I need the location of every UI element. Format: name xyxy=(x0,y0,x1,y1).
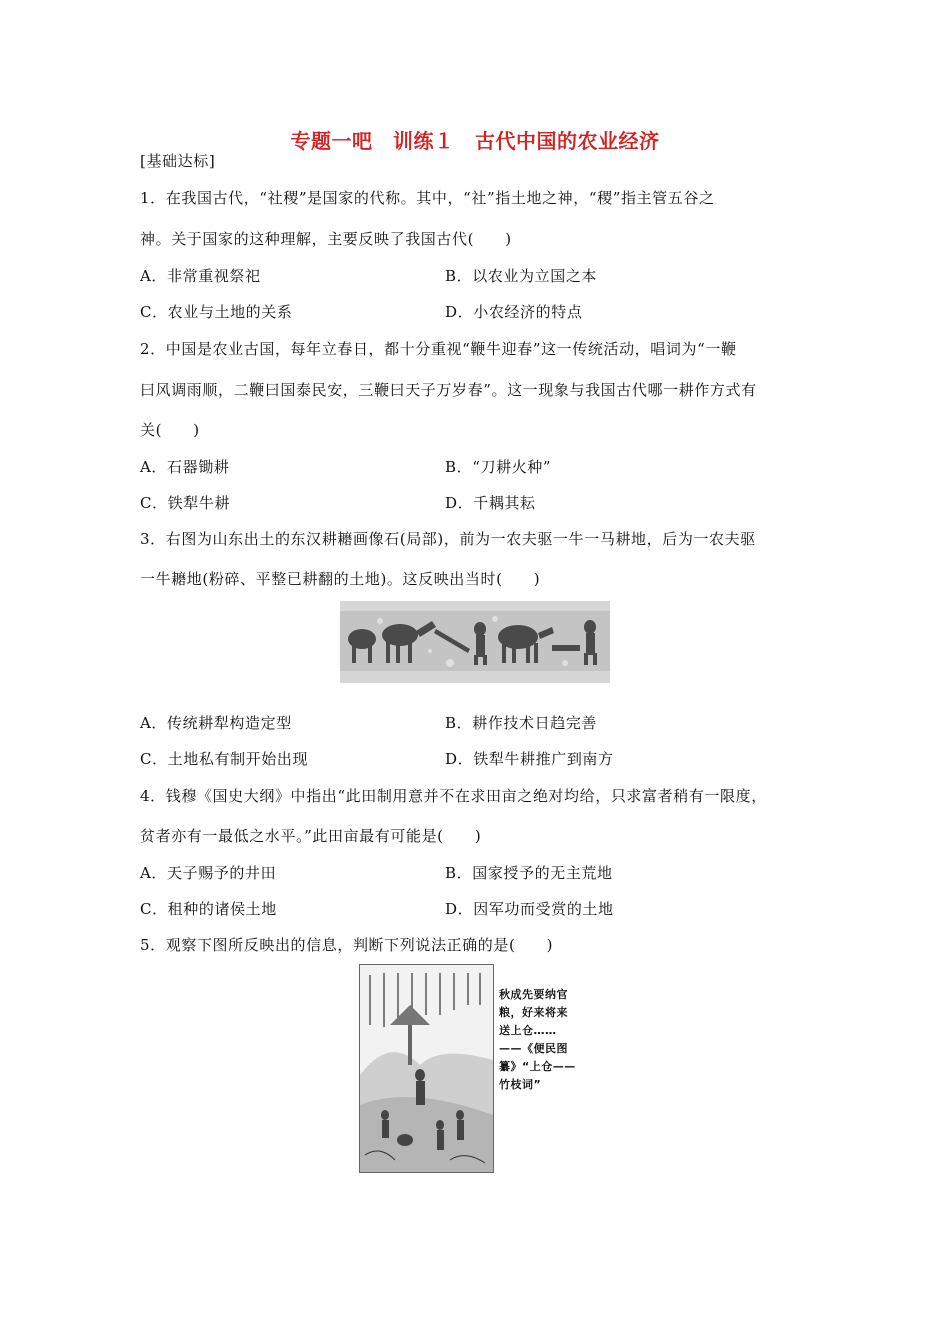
q2-option-d: D．千耦其耘 xyxy=(445,494,536,512)
q4-option-c: C．租种的诸侯土地 xyxy=(140,900,277,918)
q5-stem-line1: 5．观察下图所反映出的信息，判断下列说法正确的是( ) xyxy=(140,936,554,954)
q4-option-b: B．国家授予的无主荒地 xyxy=(445,864,613,882)
q3-option-c: C．土地私有制开始出现 xyxy=(140,750,309,768)
q2-option-a: A．石器锄耕 xyxy=(140,458,230,476)
q4-option-d: D．因军功而受赏的土地 xyxy=(445,900,614,918)
q3-stem-line2: 一牛耱地(粉碎、平整已耕翻的土地)。这反映出当时( ) xyxy=(140,570,541,588)
q3-stem-line1: 3．右图为山东出土的东汉耕耱画像石(局部)，前为一农夫驱一牛一马耕地，后为一农夫驱 xyxy=(140,530,756,548)
caption-line: 粮，好来将来 xyxy=(499,1006,568,1019)
stone-relief-image xyxy=(340,601,610,683)
q2-stem-line3: 关( ) xyxy=(140,421,200,439)
q1-option-a: A．非常重视祭祀 xyxy=(140,267,261,285)
caption-line: ——《便民图 xyxy=(499,1042,568,1055)
q1-option-b: B．以农业为立国之本 xyxy=(445,267,598,285)
granary-woodblock-illustration xyxy=(360,965,493,1172)
q3-option-b: B．耕作技术日趋完善 xyxy=(445,714,598,732)
q3-option-d: D．铁犁牛耕推广到南方 xyxy=(445,750,614,768)
caption-line: 秋成先要纳官 xyxy=(499,988,568,1001)
q2-stem-line1: 2．中国是农业古国，每年立春日，都十分重视“鞭牛迎春”这一传统活动，唱词为“一鞭 xyxy=(140,340,737,358)
q1-stem-line1: 1．在我国古代，“社稷”是国家的代称。其中，“社”指土地之神，“稷”指主管五谷之 xyxy=(140,189,715,207)
q2-option-c: C．铁犁牛耕 xyxy=(140,494,231,512)
q2-option-b: B．“刀耕火种” xyxy=(445,458,552,476)
caption-line: 送上仓…… xyxy=(499,1024,557,1037)
q1-stem-line2: 神。关于国家的这种理解，主要反映了我国古代( ) xyxy=(140,230,512,248)
caption-line: 纂》“上仓—— xyxy=(499,1060,576,1073)
q4-option-a: A．天子赐予的井田 xyxy=(140,864,277,882)
section-label: [基础达标] xyxy=(140,152,216,170)
q1-option-c: C．农业与土地的关系 xyxy=(140,303,293,321)
plowing-relief-illustration xyxy=(340,601,610,683)
q4-stem-line1: 4．钱穆《国史大纲》中指出“此田制用意并不在求田亩之绝对均给，只求富者稍有一限度， xyxy=(140,787,767,805)
q1-option-d: D．小农经济的特点 xyxy=(445,303,583,321)
q2-stem-line2: 曰风调雨顺，二鞭曰国泰民安，三鞭曰天子万岁春”。这一现象与我国古代哪一耕作方式有 xyxy=(140,381,757,399)
woodblock-print-image xyxy=(359,964,494,1173)
caption-line: 竹枝词” xyxy=(499,1078,542,1091)
q3-option-a: A．传统耕犁构造定型 xyxy=(140,714,292,732)
page-title: 专题一吧 训练１ 古代中国的农业经济 xyxy=(290,129,660,153)
q4-stem-line2: 贫者亦有一最低之水平。”此田亩最有可能是( ) xyxy=(140,827,482,845)
woodblock-caption xyxy=(499,986,599,1094)
